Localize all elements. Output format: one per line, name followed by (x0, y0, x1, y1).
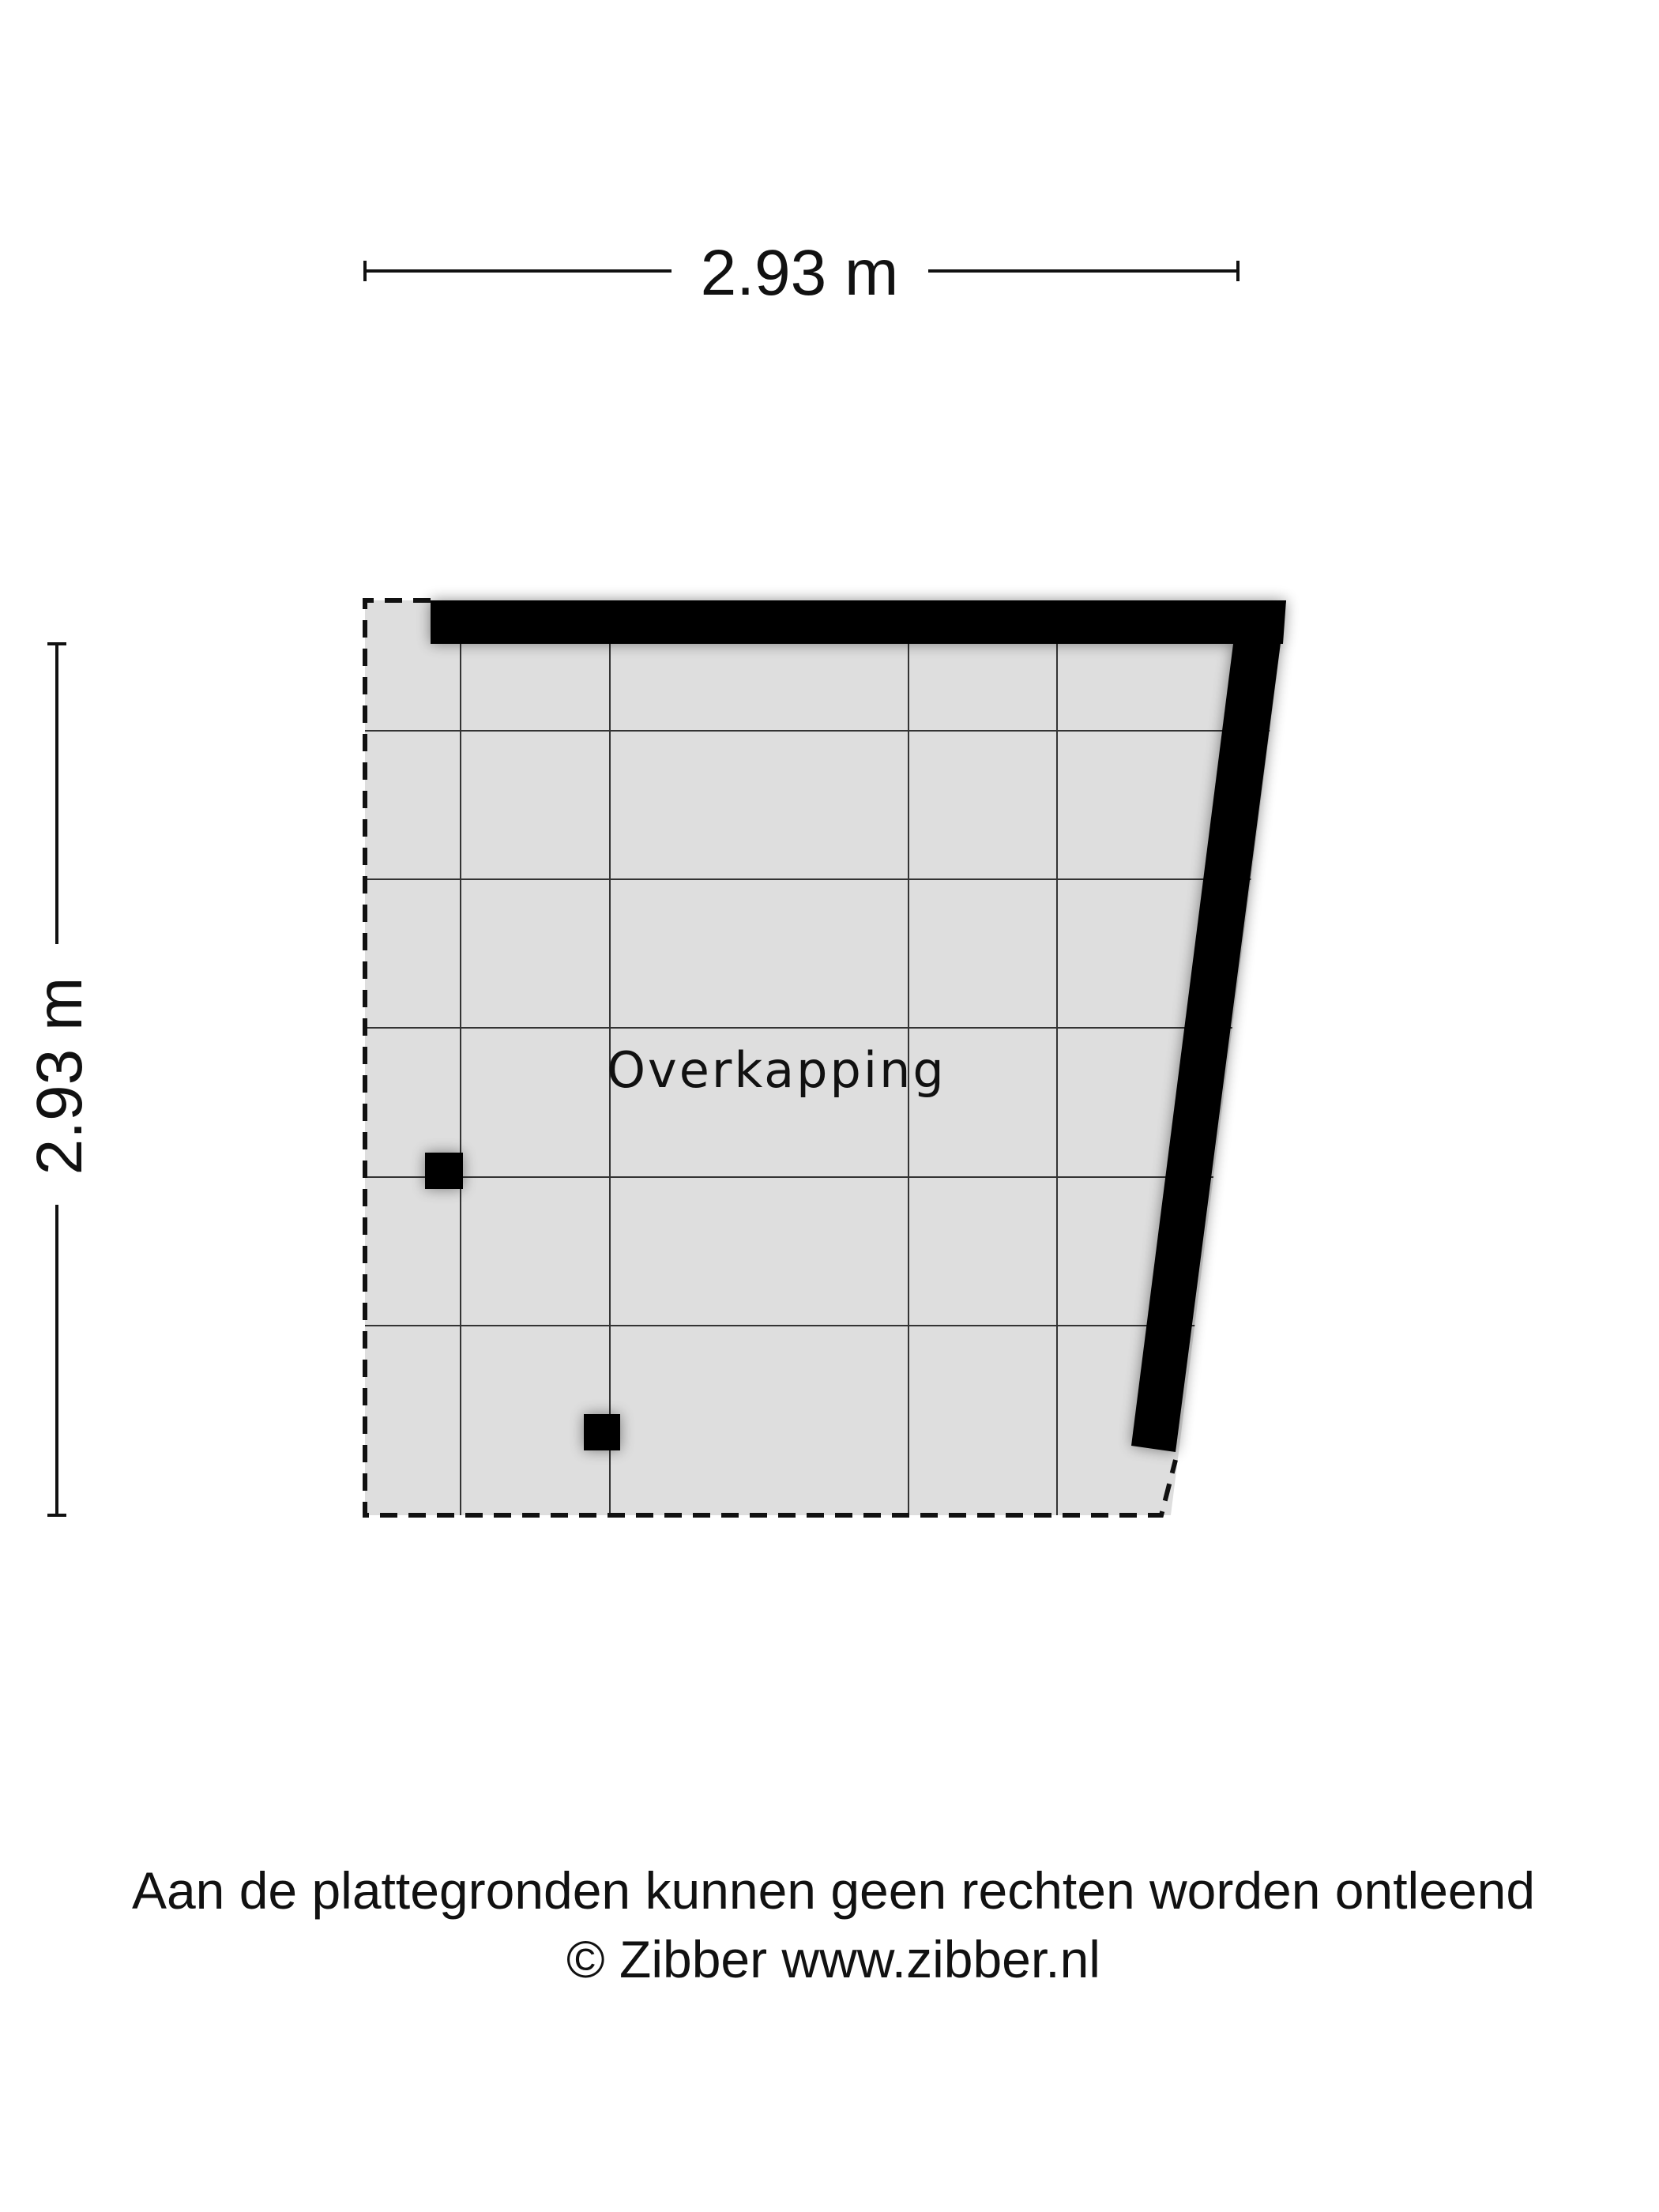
disclaimer-text: Aan de plattegronden kunnen geen rechten worden ontleend (131, 1861, 1536, 1920)
footer (132, 1861, 1535, 1988)
post (425, 1153, 463, 1189)
wall-top (431, 600, 1286, 644)
height-dimension (24, 644, 96, 1515)
width-dimension (365, 237, 1238, 309)
width-dimension-label: 2.93 m (700, 237, 899, 309)
copyright-text: © Zibber www.zibber.nl (566, 1930, 1100, 1988)
post (584, 1414, 620, 1450)
height-dimension-label: 2.93 m (24, 976, 96, 1176)
room-label: Overkapping (607, 1041, 946, 1099)
